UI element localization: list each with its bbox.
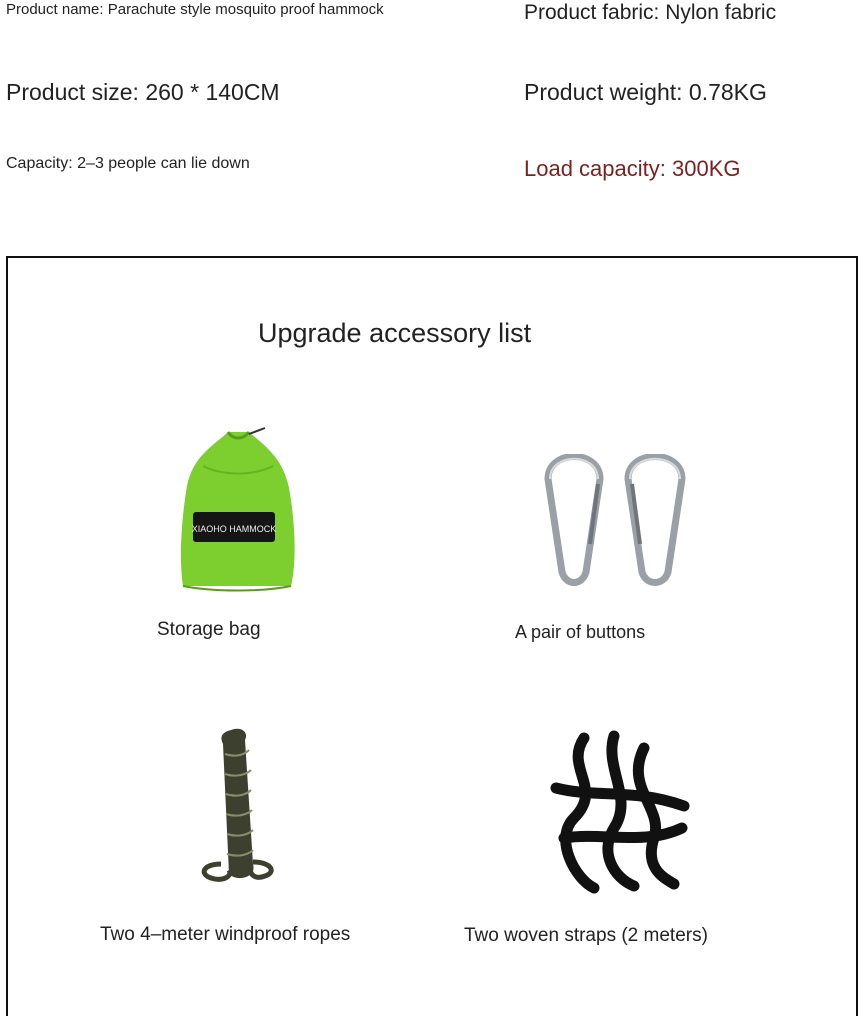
carabiner-pair-icon	[536, 454, 696, 589]
windproof-ropes-label: Two 4–meter windproof ropes	[100, 924, 351, 945]
load-capacity-text: Load capacity: 300KG	[524, 156, 741, 181]
product-name-text: Product name: Parachute style mosquito proof hammock	[6, 1, 384, 18]
accessory-list-panel	[6, 256, 858, 1016]
rope-coil-icon	[193, 724, 283, 884]
capacity-text: Capacity: 2–3 people can lie down	[6, 155, 250, 172]
woven-straps-icon	[544, 728, 694, 898]
bag-tag-text: XIAOHO HAMMOCK	[191, 524, 277, 534]
storage-bag-label: Storage bag	[157, 619, 261, 640]
product-weight-text: Product weight: 0.78KG	[524, 79, 767, 105]
woven-straps-label: Two woven straps (2 meters)	[464, 925, 708, 946]
storage-bag-icon	[173, 426, 303, 596]
product-fabric-text: Product fabric: Nylon fabric	[524, 1, 777, 24]
accessory-list-title: Upgrade accessory list	[258, 318, 532, 348]
product-size-text: Product size: 260 * 140CM	[6, 79, 280, 105]
buttons-label: A pair of buttons	[515, 622, 646, 642]
